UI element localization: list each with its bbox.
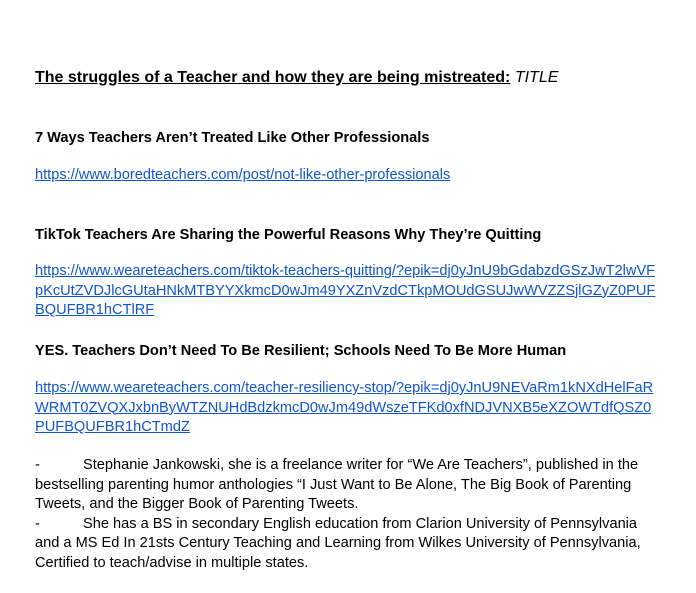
source-link-2-line-3[interactable]: BQUFBR1hCTlRF bbox=[35, 302, 155, 318]
source-link-2-line-2[interactable]: pKcUtZVDJlcGUtaHNkMTBYYXkmcD0wJm49YXZnVzdCTkpMOUdGSUJwWVZZSjlGZyZ0PUF bbox=[35, 282, 656, 299]
title-text: The struggles of a Teacher and how they are being mistreated: bbox=[35, 69, 511, 86]
source-heading-3: YES. Teachers Don’t Need To Be Resilient; Schools Need To Be More Human bbox=[35, 343, 567, 359]
bullet-item-2 bbox=[35, 515, 665, 574]
author-notes bbox=[35, 456, 665, 573]
bullet-text: She has a BS in secondary English education from Clarion University of Pennsylvania and a MS Ed In 21sts Century Teaching and Learning from Wilkes University of Pennsylvania, Certified to teach/advise in multiple states. bbox=[35, 515, 641, 571]
source-link-2[interactable] bbox=[35, 262, 655, 321]
source-link-3[interactable] bbox=[35, 379, 653, 438]
source-heading-2: TikTok Teachers Are Sharing the Powerful Reasons Why They’re Quitting bbox=[35, 227, 542, 243]
bullet-text: Stephanie Jankowski, she is a freelance writer for “We Are Teachers”, published in the bestselling parenting humor anthologies “I Just Want to Be Alone, The Big Book of Parenting Tweets, and the Bigger Book of Parenting Tweets. bbox=[35, 457, 639, 512]
source-heading-1: 7 Ways Teachers Aren’t Treated Like Other Professionals bbox=[35, 130, 430, 146]
source-link-1[interactable] bbox=[35, 166, 450, 186]
bullet-dash: - bbox=[35, 515, 40, 532]
source-link-2-line-1[interactable]: https://www.weareteachers.com/tiktok-teachers-quitting/?epik=dj0yJnU9bGdabzdGSzJwT2lwVF bbox=[35, 263, 656, 279]
source-link-1-line-1[interactable]: https://www.boredteachers.com/post/not-like-other-professionals bbox=[35, 167, 451, 183]
source-link-3-line-1[interactable]: https://www.weareteachers.com/teacher-resiliency-stop/?epik=dj0yJnU9NEVaRm1kNXdHelFaR bbox=[35, 380, 654, 396]
document-title bbox=[35, 68, 558, 88]
bullet-item-1 bbox=[35, 456, 665, 515]
source-link-3-line-2[interactable]: WRMT0ZVQXJxbnByWTZNUHdBdzkmcD0wJm49dWszeTFKd0xfNDJVNXB5eXZOWTdfQSZ0 bbox=[35, 399, 652, 416]
title-tag: TITLE bbox=[514, 69, 559, 86]
bullet-dash: - bbox=[35, 457, 40, 473]
source-link-3-line-3[interactable]: PUFBQUFBR1hCTmdZ bbox=[35, 419, 190, 435]
